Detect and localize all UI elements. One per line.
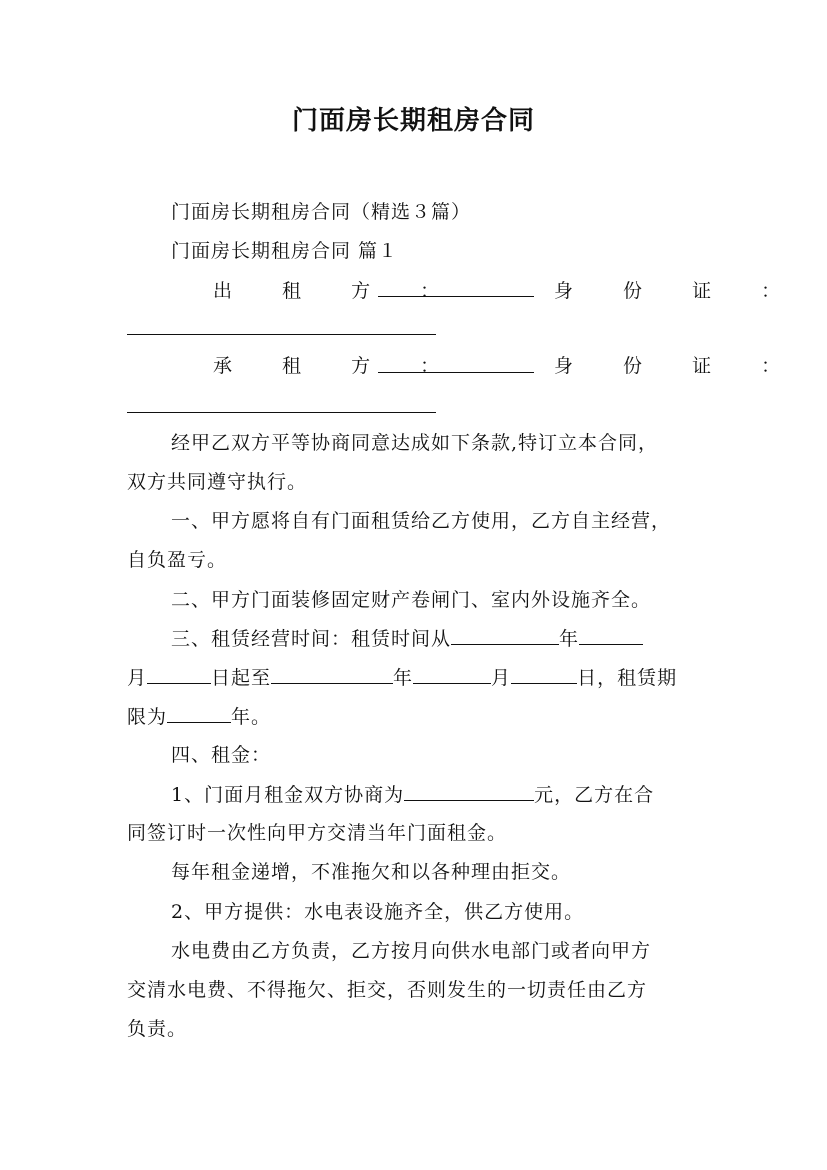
paragraph-4-line-3 xyxy=(127,702,271,731)
term-is-label: 限为 xyxy=(127,706,168,728)
lease-start-month-blank xyxy=(579,624,643,645)
paragraph-6-line-1 xyxy=(171,780,654,809)
paragraph-1-line-2: 双方共同遵守执行。 xyxy=(127,471,308,493)
day-to-label: 日起至 xyxy=(211,667,272,689)
lease-end-day-blank xyxy=(511,663,577,684)
month-label: 月 xyxy=(127,667,148,689)
day-term-label: 日，租赁期 xyxy=(577,667,678,689)
lessor-id-label: 身 份 证 ： xyxy=(554,280,803,302)
document-title: 门面房长期租房合同 xyxy=(291,106,535,136)
yuan-label: 元，乙方在合 xyxy=(534,784,655,806)
monthly-rent-blank xyxy=(404,780,534,801)
paragraph-3: 二、甲方门面装修固定财产卷闸门、室内外设施齐全。 xyxy=(171,589,652,611)
lessee-label: 承 租 方 ： xyxy=(213,355,462,377)
paragraph-4-line-2 xyxy=(127,663,677,692)
paragraph-7: 每年租金递增，不准拖欠和以各种理由拒交。 xyxy=(171,861,572,883)
paragraph-5-rent-heading: 四、租金： xyxy=(171,744,272,766)
paragraph-4-line-1 xyxy=(171,624,643,653)
lease-start-year-blank xyxy=(451,624,559,645)
lessor-label: 出 租 方 ： xyxy=(213,280,462,302)
paragraph-2-line-1: 一、甲方愿将自有门面租赁给乙方使用，乙方自主经营， xyxy=(171,510,672,532)
lease-start-day-blank xyxy=(147,663,211,684)
lessee-id-blank xyxy=(127,412,436,413)
paragraph-9-line-1: 水电费由乙方负责，乙方按月向供水电部门或者向甲方 xyxy=(171,940,652,962)
paragraph-8: 2、甲方提供：水电表设施齐全，供乙方使用。 xyxy=(171,901,585,923)
paragraph-9-line-2: 交清水电费、不得拖欠、拒交，否则发生的一切责任由乙方 xyxy=(127,979,648,1001)
year-label: 年 xyxy=(393,667,414,689)
lessor-id-blank xyxy=(127,334,436,335)
year-label: 年 xyxy=(559,628,580,650)
paragraph-1-line-1: 经甲乙双方平等协商同意达成如下条款,特订立本合同， xyxy=(171,432,659,454)
subtitle: 门面房长期租房合同（精选３篇） xyxy=(171,201,472,223)
paragraph-9-line-3: 负责。 xyxy=(127,1018,188,1040)
paragraph-6-line-2: 同签订时一次性向甲方交清当年门面租金。 xyxy=(127,822,508,844)
paragraph-2-line-2: 自负盈亏。 xyxy=(127,549,228,571)
lease-term-from-label: 三、租赁经营时间：租赁时间从 xyxy=(171,628,452,650)
years-label: 年。 xyxy=(231,706,272,728)
lessor-name-blank xyxy=(378,296,534,297)
part-heading: 门面房长期租房合同 篇１ xyxy=(171,240,399,262)
lessee-name-blank xyxy=(378,372,534,373)
month-label: 月 xyxy=(491,667,512,689)
lease-years-blank xyxy=(167,702,231,723)
lease-end-year-blank xyxy=(271,663,393,684)
lessee-id-label: 身 份 证 ： xyxy=(554,355,803,377)
monthly-rent-label: 1、门面月租金双方协商为 xyxy=(171,784,405,806)
lease-end-month-blank xyxy=(413,663,491,684)
